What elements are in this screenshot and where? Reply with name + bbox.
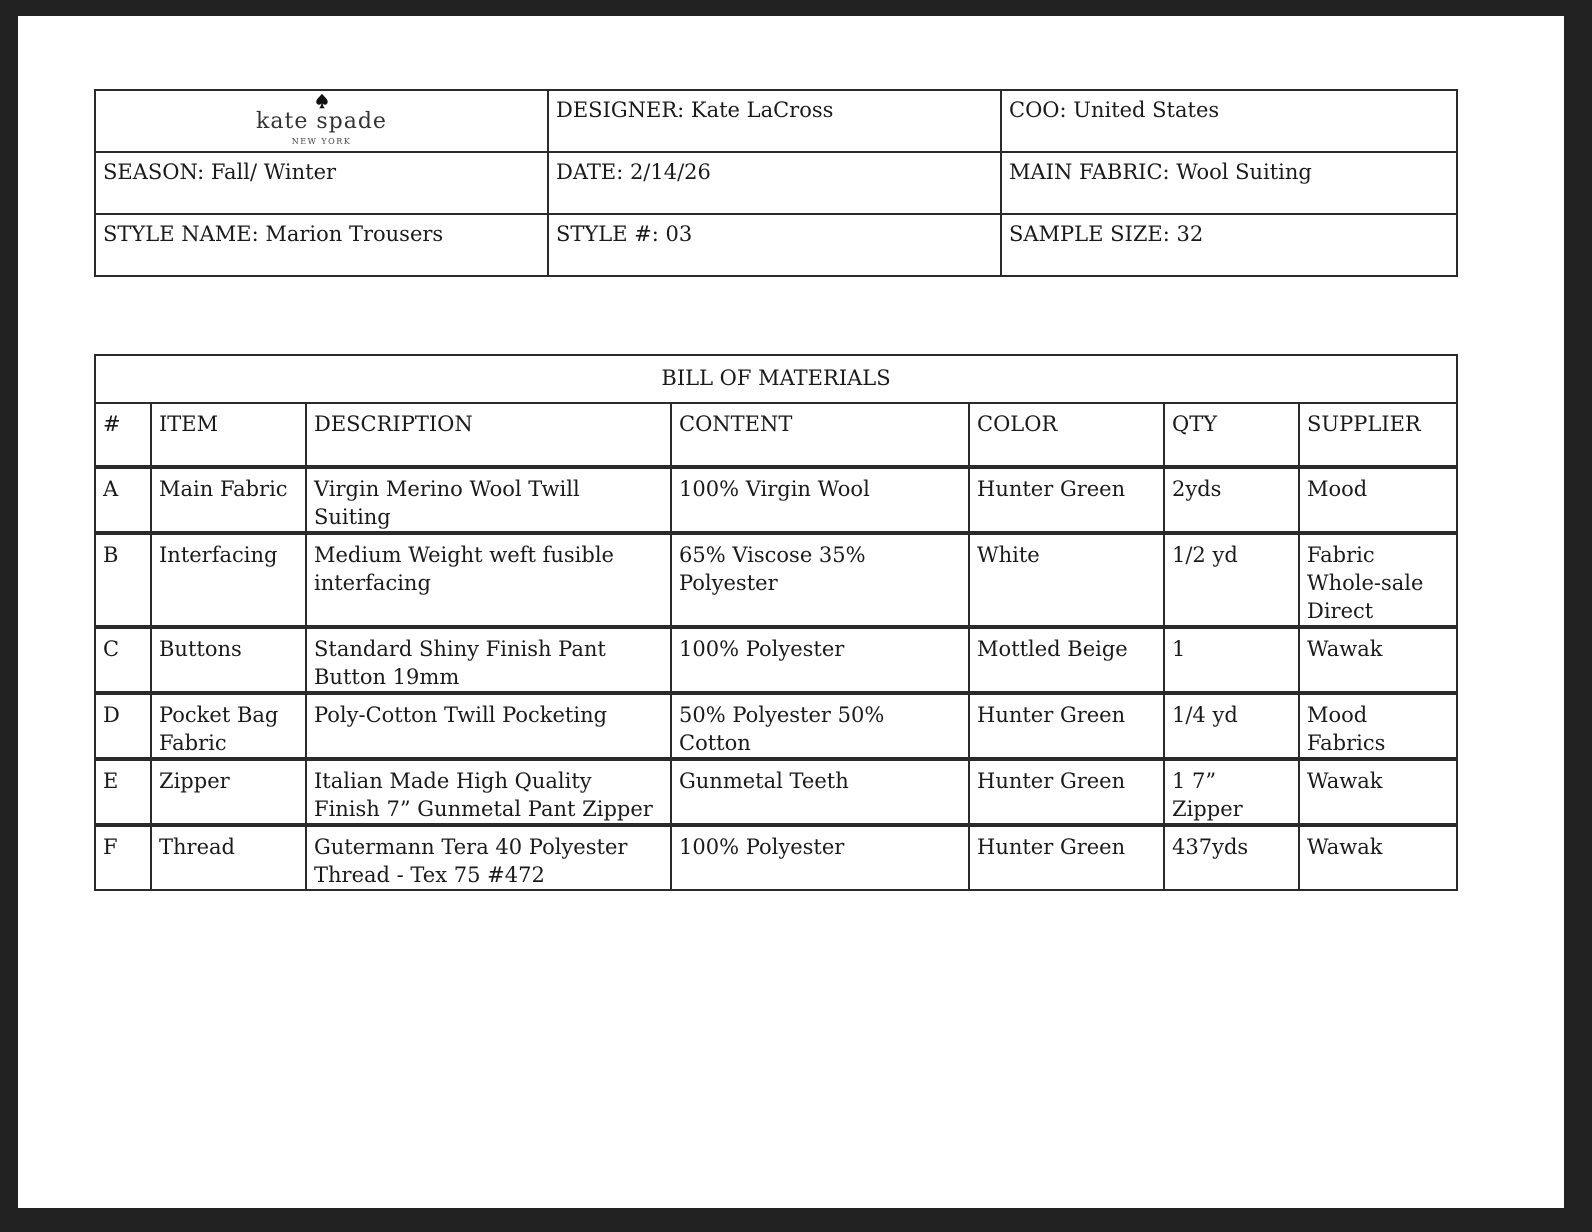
cell-qty: 1/2 yd <box>1164 533 1299 627</box>
column-header-item: ITEM <box>151 403 306 467</box>
bom-title: BILL OF MATERIALS <box>95 355 1457 403</box>
cell-content: 100% Polyester <box>671 825 969 890</box>
cell-qty: 1/4 yd <box>1164 693 1299 759</box>
column-header-color: COLOR <box>969 403 1164 467</box>
info-row <box>95 214 1457 276</box>
table-row <box>95 467 1457 533</box>
cell-item: Interfacing <box>151 533 306 627</box>
table-row <box>95 825 1457 890</box>
cell-number: C <box>95 627 151 693</box>
cell-supplier: Wawak <box>1299 627 1457 693</box>
table-row <box>95 533 1457 627</box>
brand-logo-wordmark: kate spade <box>256 109 387 134</box>
sample-size-cell: SAMPLE SIZE: 32 <box>1001 214 1457 276</box>
column-header-qty: QTY <box>1164 403 1299 467</box>
column-header-supplier: SUPPLIER <box>1299 403 1457 467</box>
column-header-description: DESCRIPTION <box>306 403 671 467</box>
cell-number: D <box>95 693 151 759</box>
cell-color: Hunter Green <box>969 693 1164 759</box>
cell-description: Poly-Cotton Twill Pocketing <box>306 693 671 759</box>
bom-title-row <box>95 355 1457 403</box>
cell-qty: 1 7” Zipper <box>1164 759 1299 825</box>
cell-color: White <box>969 533 1164 627</box>
cell-content: 100% Virgin Wool <box>671 467 969 533</box>
spade-icon <box>314 93 330 109</box>
info-row <box>95 90 1457 152</box>
designer-cell: DESIGNER: Kate LaCross <box>548 90 1001 152</box>
style-number-cell: STYLE #: 03 <box>548 214 1001 276</box>
cell-content: 100% Polyester <box>671 627 969 693</box>
main-fabric-cell: MAIN FABRIC: Wool Suiting <box>1001 152 1457 214</box>
style-name-cell: STYLE NAME: Marion Trousers <box>95 214 548 276</box>
cell-color: Hunter Green <box>969 825 1164 890</box>
table-row <box>95 693 1457 759</box>
cell-item: Buttons <box>151 627 306 693</box>
season-cell: SEASON: Fall/ Winter <box>95 152 548 214</box>
cell-number: B <box>95 533 151 627</box>
brand-logo <box>256 93 387 146</box>
cell-qty: 2yds <box>1164 467 1299 533</box>
cell-content: 50% Polyester 50% Cotton <box>671 693 969 759</box>
brand-logo-cell <box>95 90 548 152</box>
cell-item: Main Fabric <box>151 467 306 533</box>
brand-logo-city: NEW YORK <box>291 137 352 146</box>
cell-content: Gunmetal Teeth <box>671 759 969 825</box>
date-cell: DATE: 2/14/26 <box>548 152 1001 214</box>
cell-content: 65% Viscose 35% Polyester <box>671 533 969 627</box>
cell-supplier: Mood Fabrics <box>1299 693 1457 759</box>
cell-supplier: Wawak <box>1299 759 1457 825</box>
cell-description: Gutermann Tera 40 Polyester Thread - Tex 75 #472 <box>306 825 671 890</box>
cell-supplier: Mood <box>1299 467 1457 533</box>
table-row <box>95 627 1457 693</box>
cell-item: Zipper <box>151 759 306 825</box>
cell-color: Hunter Green <box>969 467 1164 533</box>
cell-number: A <box>95 467 151 533</box>
style-info-table <box>94 89 1458 277</box>
cell-color: Mottled Beige <box>969 627 1164 693</box>
cell-description: Virgin Merino Wool Twill Suiting <box>306 467 671 533</box>
cell-qty: 437yds <box>1164 825 1299 890</box>
column-header-content: CONTENT <box>671 403 969 467</box>
bom-header-row <box>95 403 1457 467</box>
cell-item: Thread <box>151 825 306 890</box>
cell-supplier: Wawak <box>1299 825 1457 890</box>
cell-qty: 1 <box>1164 627 1299 693</box>
cell-description: Italian Made High Quality Finish 7” Gunmetal Pant Zipper <box>306 759 671 825</box>
cell-supplier: Fabric Whole-sale Direct <box>1299 533 1457 627</box>
cell-item: Pocket Bag Fabric <box>151 693 306 759</box>
cell-number: E <box>95 759 151 825</box>
info-row <box>95 152 1457 214</box>
cell-description: Medium Weight weft fusible interfacing <box>306 533 671 627</box>
cell-color: Hunter Green <box>969 759 1164 825</box>
table-row <box>95 759 1457 825</box>
column-header-number: # <box>95 403 151 467</box>
cell-number: F <box>95 825 151 890</box>
coo-cell: COO: United States <box>1001 90 1457 152</box>
cell-description: Standard Shiny Finish Pant Button 19mm <box>306 627 671 693</box>
bill-of-materials-table <box>94 354 1458 891</box>
